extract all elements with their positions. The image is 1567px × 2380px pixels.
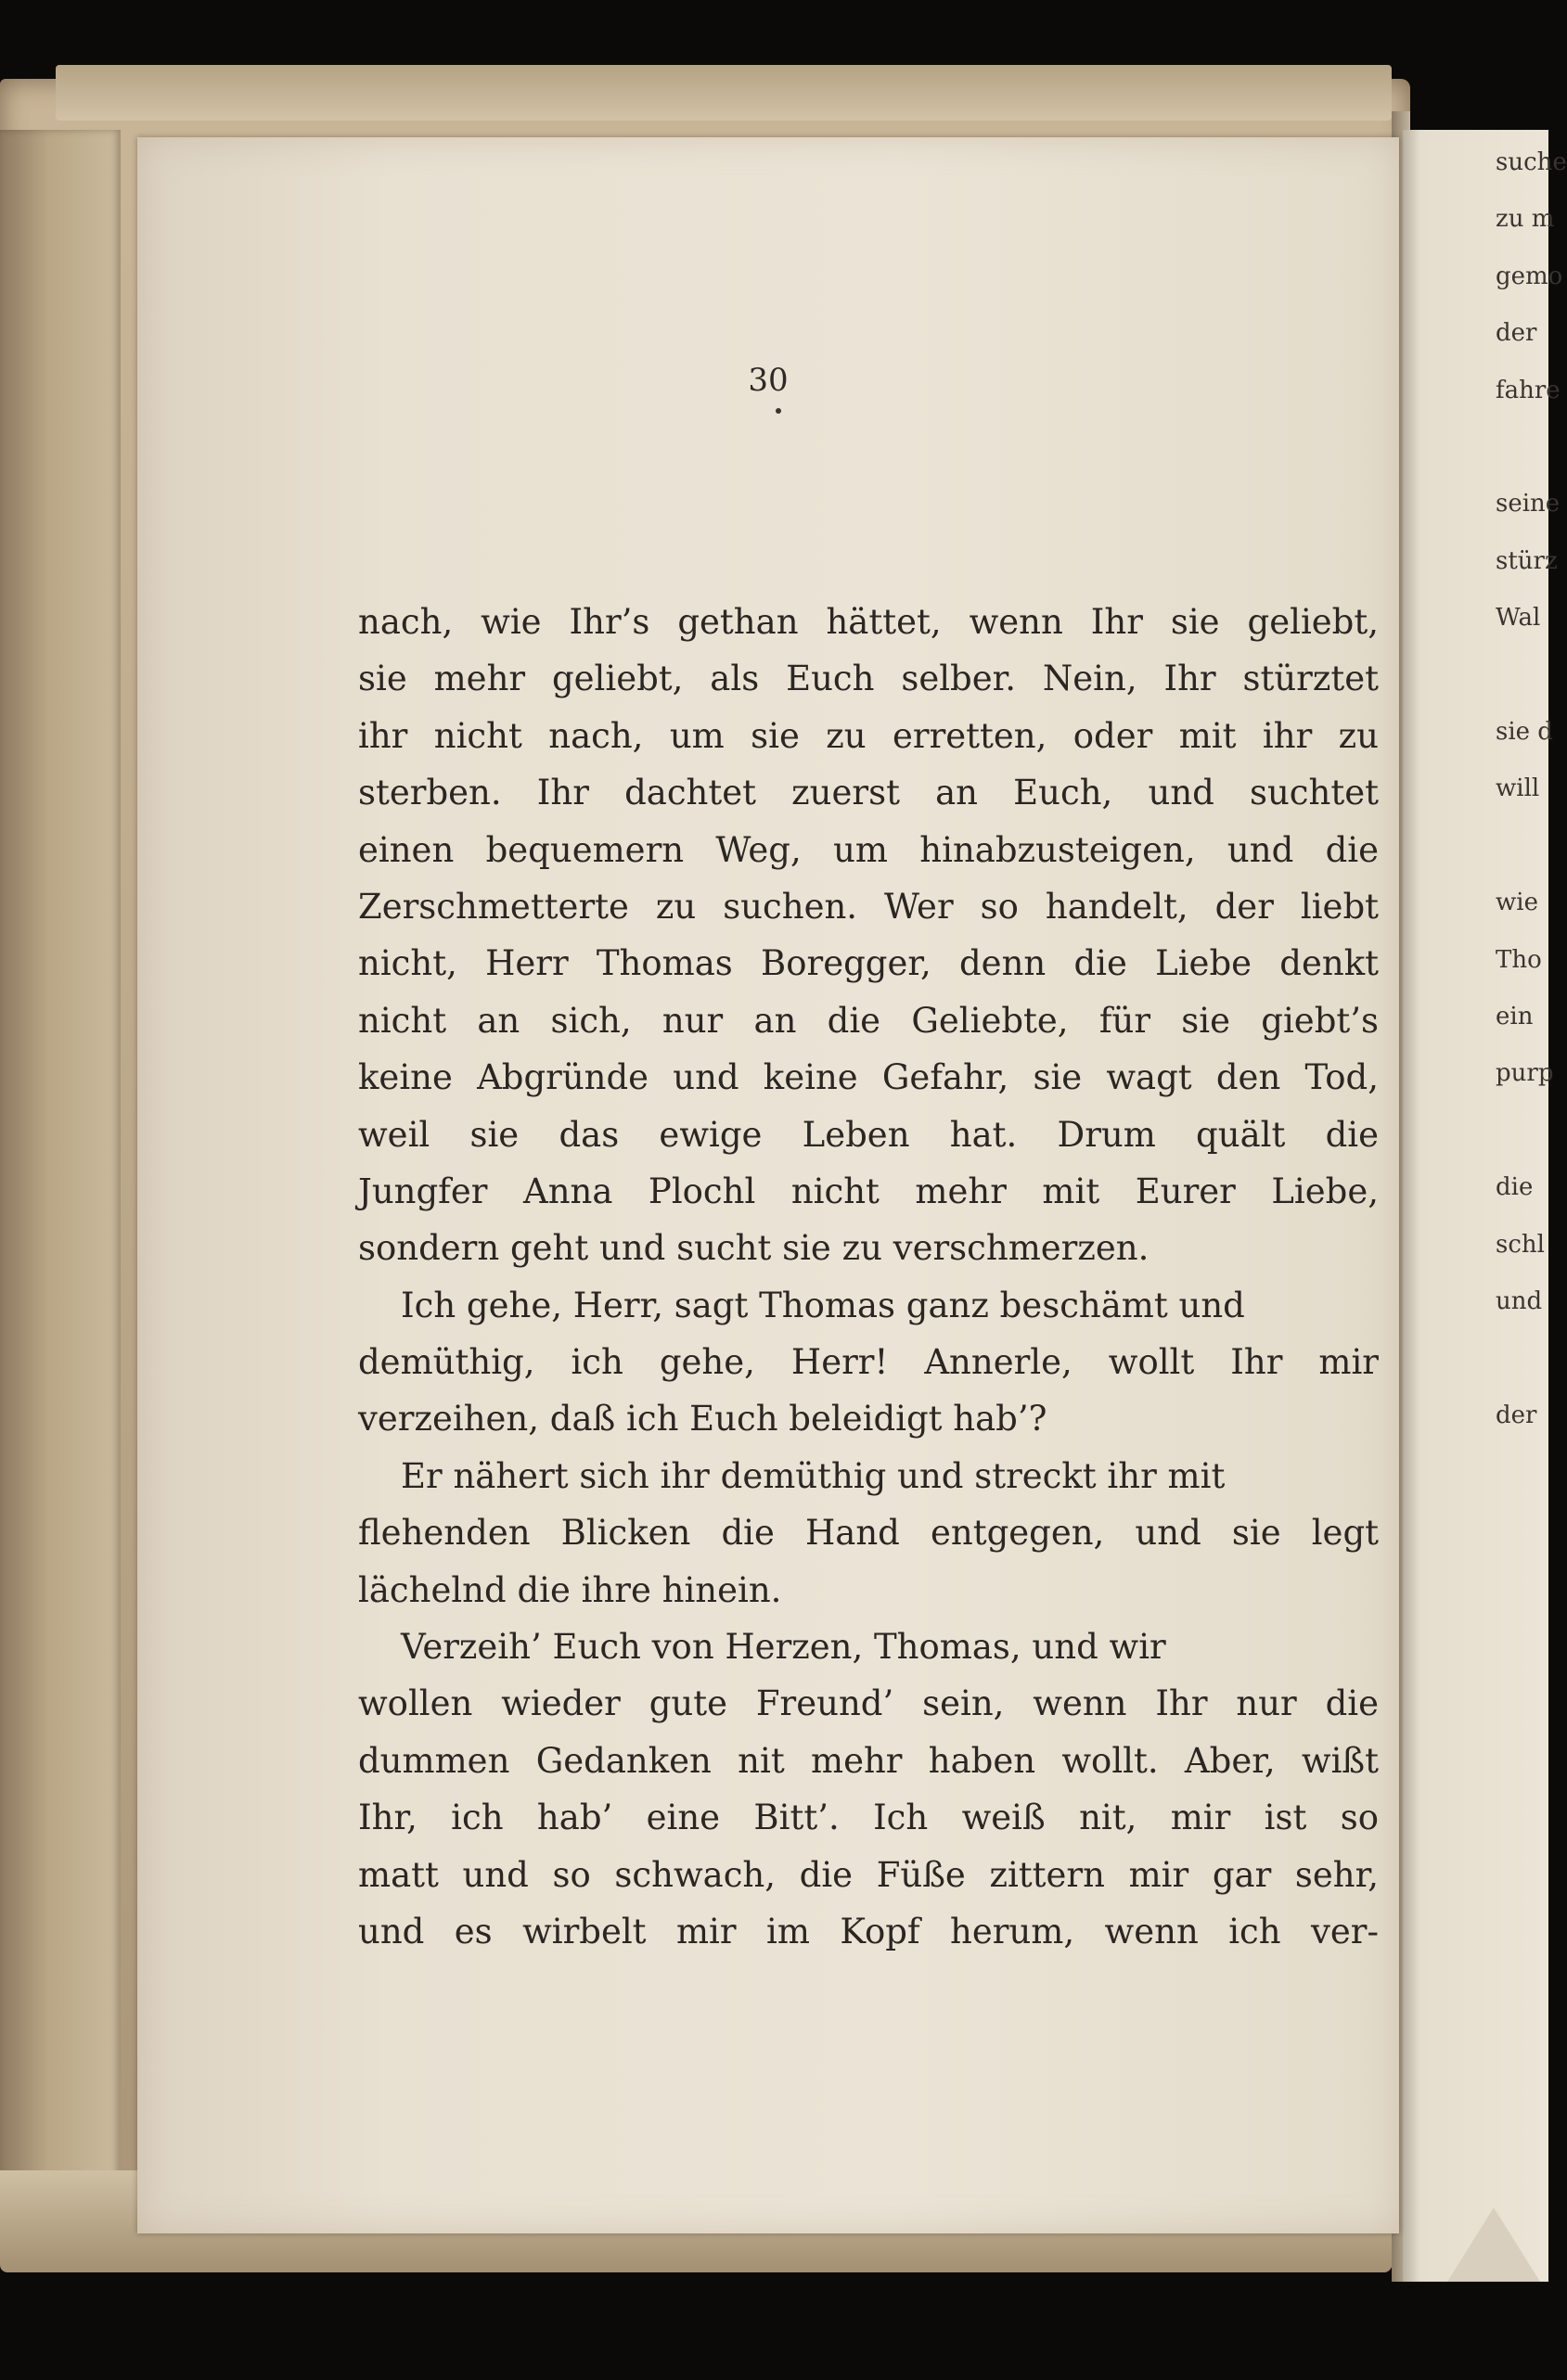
text-line: Ihr, ich hab’ eine Bitt’. Ich weiß nit, mir ist so (358, 1798, 1379, 1838)
text-line: Zerschmetterte zu suchen. Wer so handelt, der liebt (358, 886, 1379, 927)
text-line: Jungfer Anna Plochl nicht mehr mit Eurer Liebe, (358, 1171, 1379, 1211)
facing-page-word: sie d (1496, 718, 1553, 746)
facing-page-word: ein (1496, 1003, 1534, 1030)
text-line: flehenden Blicken die Hand entgegen, und sie legt (358, 1513, 1379, 1554)
text-line: sondern geht und sucht sie zu verschmerzen. (358, 1228, 1150, 1269)
text-line: Ich gehe, Herr, sagt Thomas ganz beschämt und (401, 1285, 1245, 1325)
facing-page-word: der (1496, 1401, 1537, 1429)
ink-dot (776, 408, 781, 414)
text-line: sie mehr geliebt, als Euch selber. Nein, Ihr stürztet (358, 659, 1379, 699)
torn-corner (1447, 2207, 1540, 2282)
text-line: nicht, Herr Thomas Boregger, denn die Liebe denkt (358, 943, 1379, 984)
facing-page-word: und (1496, 1287, 1543, 1315)
text-line: nach, wie Ihr’s gethan hättet, wenn Ihr sie geliebt, (358, 602, 1379, 642)
facing-page-word: schl (1496, 1230, 1545, 1259)
text-line: keine Abgründe und keine Gefahr, sie wagt den Tod, (358, 1057, 1379, 1098)
page-edges-top (56, 65, 1392, 121)
text-line: verzeihen, daß ich Euch beleidigt hab’? (358, 1399, 1047, 1440)
book-page (137, 137, 1399, 2233)
facing-page-word: fahre (1496, 376, 1561, 404)
text-line: sterben. Ihr dachtet zuerst an Euch, und suchtet (358, 773, 1379, 813)
facing-page-word: Wal (1496, 604, 1541, 633)
facing-page-word: stürz (1496, 546, 1558, 575)
page-number: 30 (748, 362, 789, 399)
text-line: nicht an sich, nur an die Geliebte, für sie giebt’s (358, 1000, 1379, 1041)
facing-page-word: wie (1496, 889, 1538, 917)
text-line: Verzeih’ Euch von Herzen, Thomas, und wir (401, 1627, 1166, 1668)
text-line: und es wirbelt mir im Kopf herum, wenn ich ver- (358, 1911, 1379, 1951)
body-text (358, 594, 1379, 1960)
facing-page-word: seine (1496, 490, 1561, 518)
text-line: Er nähert sich ihr demüthig und streckt ihr mit (401, 1455, 1226, 1496)
facing-page-word: zu m (1496, 205, 1555, 234)
facing-page-word: Tho (1496, 945, 1542, 974)
text-line: ihr nicht nach, um sie zu erretten, oder mit ihr zu (358, 715, 1379, 756)
facing-page-word: purp (1496, 1059, 1554, 1088)
facing-page-fragment (1403, 130, 1567, 2282)
facing-page-word: will (1496, 774, 1540, 803)
text-line: einen bequemern Weg, um hinabzusteigen, und die (358, 829, 1379, 870)
text-line: lächelnd die ihre hinein. (358, 1569, 782, 1610)
text-line: weil sie das ewige Leben hat. Drum quält die (358, 1114, 1379, 1155)
facing-page-word: der (1496, 319, 1537, 348)
facing-page-word: suche (1496, 148, 1567, 176)
text-line: demüthig, ich gehe, Herr! Annerle, wollt Ihr mir (358, 1342, 1379, 1383)
text-line: matt und so schwach, die Füße zittern mir gar sehr, (358, 1854, 1379, 1895)
text-line: wollen wieder gute Freund’ sein, wenn Ihr nur die (358, 1683, 1379, 1724)
facing-page-word: die (1496, 1173, 1534, 1202)
facing-page-word: gemo (1496, 262, 1563, 290)
text-line: dummen Gedanken nit mehr haben wollt. Aber, wißt (358, 1740, 1379, 1781)
page-edges-left (0, 130, 121, 2226)
